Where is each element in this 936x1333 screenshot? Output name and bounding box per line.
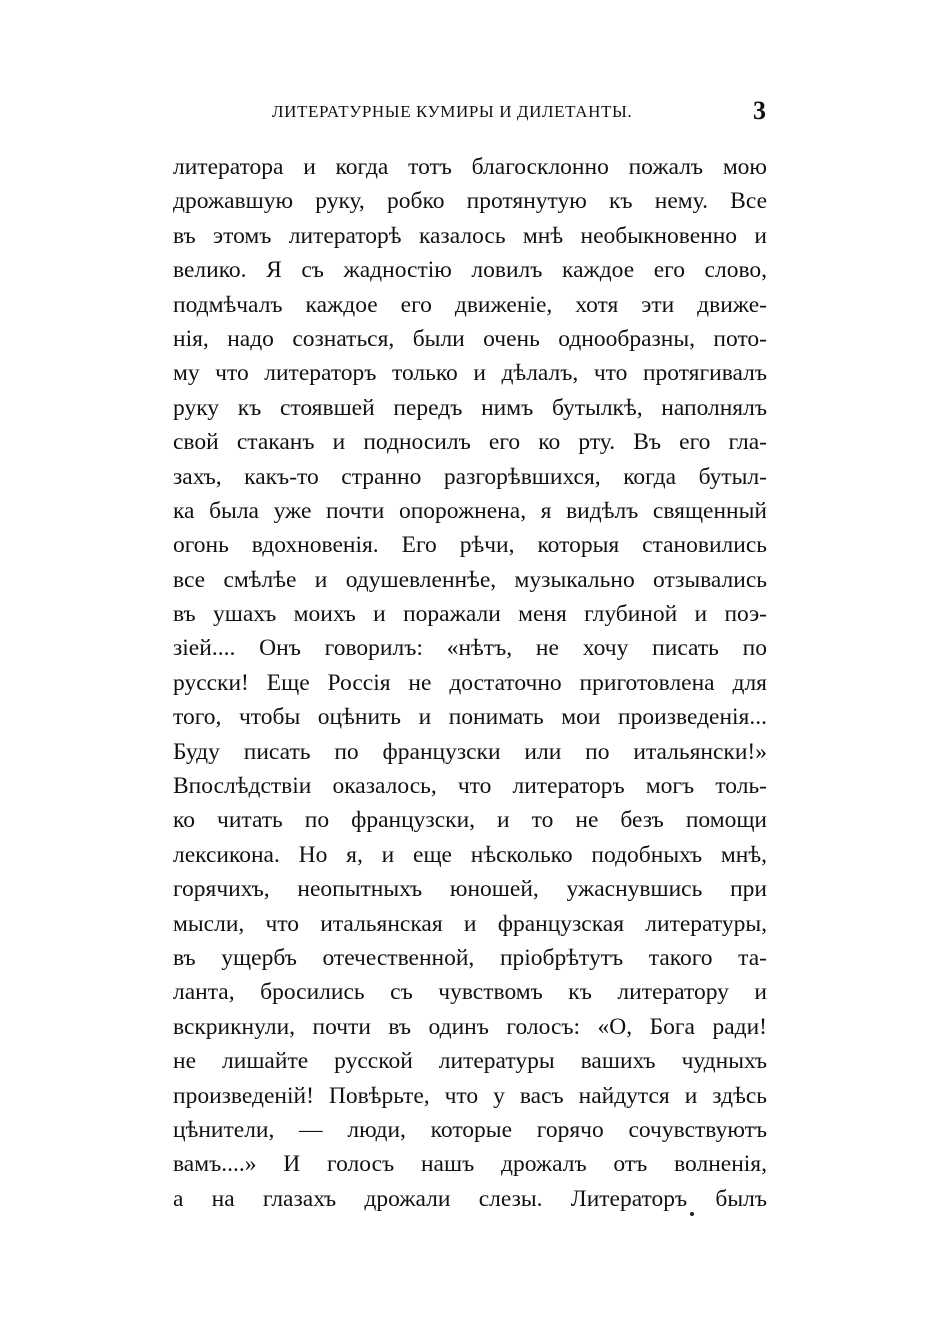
- text-line: вамъ....» И голосъ нашъ дрожалъ отъ волненія,: [173, 1151, 767, 1178]
- running-head: [272, 96, 772, 132]
- text-line: свой стаканъ и подносилъ его ко рту. Въ его гла-: [173, 429, 767, 456]
- text-line: Буду писать по французски или по итальянски!»: [173, 738, 767, 765]
- text-line: му что литераторъ только и дѣлалъ, что протягивалъ: [173, 360, 767, 387]
- text-line: подмѣчалъ каждое его движеніе, хотя эти движе-: [173, 291, 767, 318]
- text-line: Впослѣдствіи оказалось, что литераторъ могъ толь-: [173, 773, 767, 800]
- text-line: ка была уже почти опорожнена, я видѣлъ священный: [173, 497, 767, 524]
- text-line: нія, надо сознаться, были очень однообразны, пото-: [173, 325, 767, 352]
- page-number: 3: [753, 96, 766, 125]
- text-line: руку къ стоявшей передъ нимъ бутылкѣ, наполнялъ: [173, 394, 767, 421]
- text-line: въ ущербъ отечественной, пріобрѣтутъ такого та-: [173, 944, 767, 971]
- text-line: ко читать по французски, и то не безъ помощи: [173, 807, 767, 834]
- text-line: того, чтобы оцѣнить и понимать мои произведенія...: [173, 704, 767, 731]
- ink-speck: [690, 1212, 694, 1216]
- text-line: ланта, бросились съ чувствомъ къ литератору и: [173, 979, 767, 1006]
- text-line: захъ, какъ-то странно разгорѣвшихся, когда бутыл-: [173, 463, 767, 490]
- text-line: велико. Я съ жадностію ловилъ каждое его слово,: [173, 257, 767, 284]
- text-line: зіей.... Онъ говорилъ: «нѣтъ, не хочу писать по: [173, 635, 767, 662]
- text-line: мысли, что итальянская и французская литературы,: [173, 910, 767, 937]
- text-line: огонь вдохновенія. Его рѣчи, которыя становились: [173, 532, 767, 559]
- text-line: произведеній! Повѣрьте, что у васъ найдутся и здѣсь: [173, 1082, 767, 1109]
- text-line: не лишайте русской литературы вашихъ чудныхъ: [173, 1048, 767, 1075]
- text-line: литератора и когда тотъ благосклонно пожалъ мою: [173, 154, 767, 180]
- text-line: русски! Еще Россія не достаточно приготовлена для: [173, 669, 767, 696]
- text-line: дрожавшую руку, робко протянутую къ нему. Все: [173, 188, 767, 215]
- running-head-title: ЛИТЕРАТУРНЫЕ КУМИРЫ И ДИЛЕТАНТЫ.: [272, 102, 633, 121]
- text-line: все смѣлѣе и одушевленнѣе, музыкально отзывались: [173, 566, 767, 593]
- body-text: [173, 150, 767, 1216]
- text-line: лексикона. Но я, и еще нѣсколько подобныхъ мнѣ,: [173, 841, 767, 868]
- text-line: цѣнители, — люди, которые горячо сочувствуютъ: [173, 1116, 767, 1143]
- text-line: въ этомъ литераторѣ казалось мнѣ необыкновенно и: [173, 222, 767, 249]
- text-line: а на глазахъ дрожали слезы. Литераторъ былъ: [173, 1185, 767, 1212]
- text-line: въ ушахъ моихъ и поражали меня глубиной и поэ-: [173, 601, 767, 628]
- text-line: вскрикнули, почти въ одинъ голосъ: «О, Бога ради!: [173, 1013, 767, 1040]
- text-line: горячихъ, неопытныхъ юношей, ужаснувшись при: [173, 876, 767, 903]
